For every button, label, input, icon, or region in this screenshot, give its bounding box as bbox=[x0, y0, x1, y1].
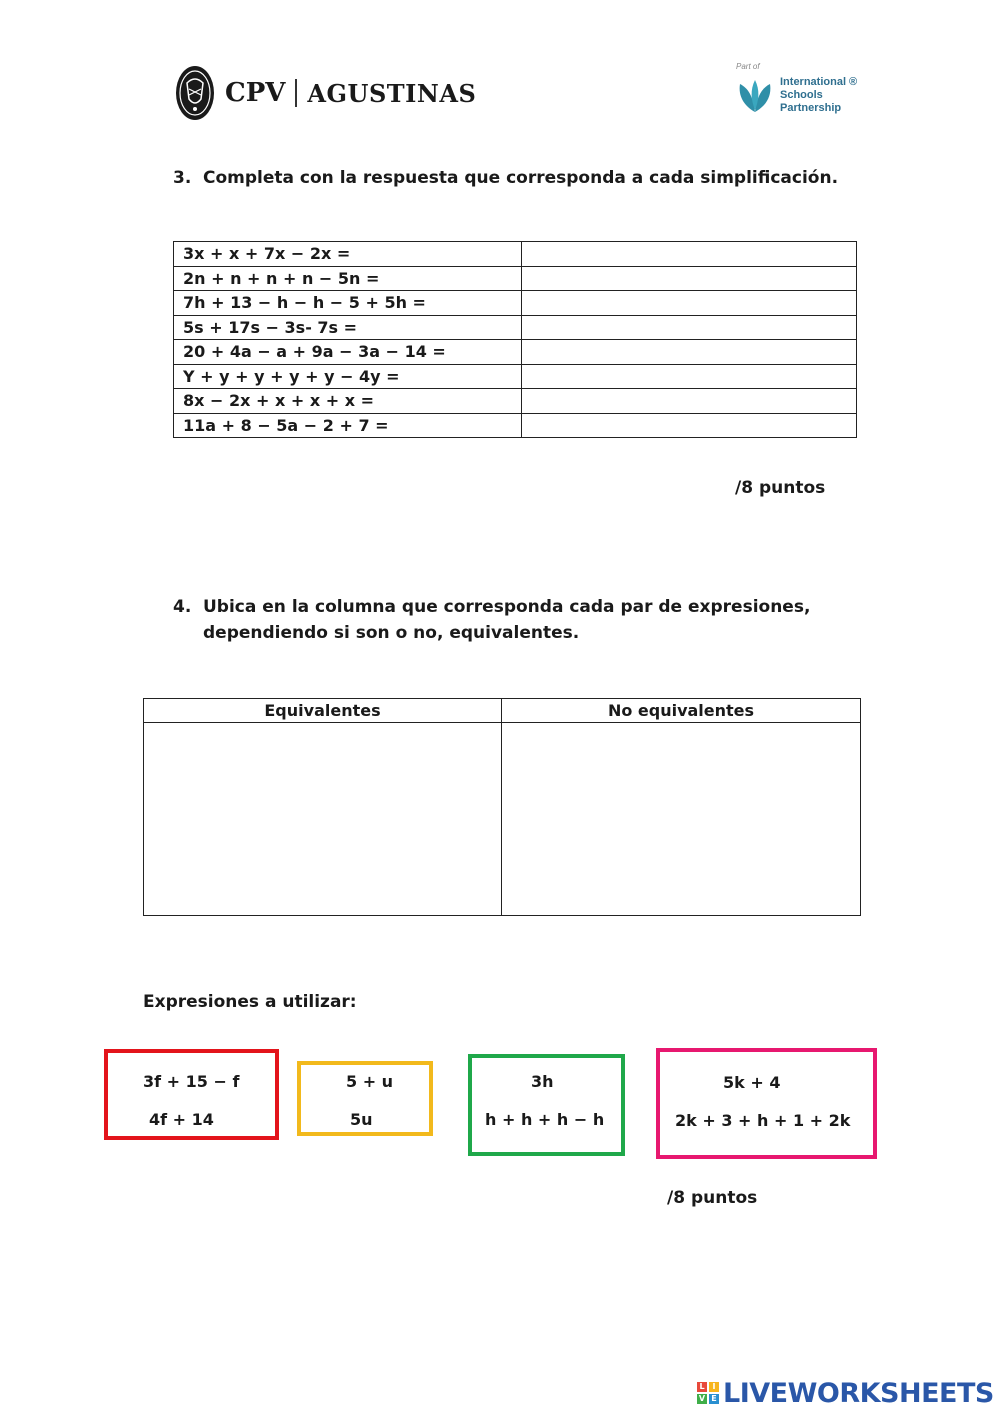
expression-cell: 2n + n + n + n − 5n = bbox=[174, 266, 522, 291]
card-top-expression: 3h bbox=[531, 1072, 554, 1091]
expression-cell: 8x − 2x + x + x + x = bbox=[174, 389, 522, 414]
simplification-table bbox=[173, 241, 857, 438]
partner-logo bbox=[734, 62, 874, 124]
answer-input[interactable] bbox=[522, 340, 857, 365]
card-top-expression: 3f + 15 − f bbox=[143, 1072, 240, 1091]
school-name: AGUSTINAS bbox=[307, 78, 477, 108]
expression-cell: 20 + 4a − a + 9a − 3a − 14 = bbox=[174, 340, 522, 365]
question-4-number: 4. bbox=[173, 597, 192, 617]
table-row bbox=[174, 242, 857, 267]
question-3-number: 3. bbox=[173, 168, 192, 188]
card-bottom-expression: h + h + h − h bbox=[485, 1110, 605, 1129]
question-4-line-2: dependiendo si son o no, equivalentes. bbox=[203, 623, 580, 643]
expression-card-pink[interactable] bbox=[656, 1048, 877, 1159]
expression-cell: Y + y + y + y + y − 4y = bbox=[174, 364, 522, 389]
expression-cell: 7h + 13 − h − h − 5 + 5h = bbox=[174, 291, 522, 316]
liveworksheets-badge-icon bbox=[697, 1382, 719, 1404]
partner-name-line-3: Partnership bbox=[780, 102, 842, 114]
badge-letter: V bbox=[698, 1394, 706, 1403]
answer-input[interactable] bbox=[522, 413, 857, 438]
school-logo bbox=[175, 62, 476, 124]
expression-card-red[interactable] bbox=[104, 1049, 279, 1140]
question-3 bbox=[173, 165, 838, 191]
card-bottom-expression: 4f + 14 bbox=[149, 1110, 214, 1129]
table-row bbox=[174, 291, 857, 316]
partner-name bbox=[780, 76, 857, 115]
column-header-no-equivalentes: No equivalentes bbox=[502, 699, 861, 723]
leaf-icon bbox=[734, 76, 776, 116]
school-short-name: CPV bbox=[225, 78, 286, 108]
expression-cell: 11a + 8 − 5a − 2 + 7 = bbox=[174, 413, 522, 438]
expression-card-yellow[interactable] bbox=[297, 1061, 433, 1136]
column-header-equivalentes: Equivalentes bbox=[144, 699, 502, 723]
liveworksheets-wordmark: LIVEWORKSHEETS bbox=[723, 1377, 994, 1409]
table-row bbox=[174, 266, 857, 291]
equivalence-table bbox=[143, 698, 861, 916]
badge-letter: E bbox=[709, 1394, 719, 1404]
question-3-points: /8 puntos bbox=[735, 478, 826, 498]
table-row bbox=[174, 389, 857, 414]
card-top-expression: 5k + 4 bbox=[723, 1073, 781, 1092]
card-bottom-expression: 5u bbox=[350, 1110, 373, 1129]
logo-separator bbox=[295, 79, 297, 107]
badge-letter: I bbox=[709, 1382, 719, 1392]
partner-name-line-2: Schools bbox=[780, 89, 823, 101]
table-row bbox=[174, 340, 857, 365]
question-4 bbox=[173, 594, 853, 646]
table-row bbox=[174, 315, 857, 340]
expression-cell: 5s + 17s − 3s- 7s = bbox=[174, 315, 522, 340]
expressions-title: Expresiones a utilizar: bbox=[143, 992, 357, 1012]
badge-letter: L bbox=[697, 1382, 707, 1392]
question-4-points: /8 puntos bbox=[667, 1188, 758, 1208]
expression-cell: 3x + x + 7x − 2x = bbox=[174, 242, 522, 267]
answer-input[interactable] bbox=[522, 389, 857, 414]
card-bottom-expression: 2k + 3 + h + 1 + 2k bbox=[675, 1111, 851, 1130]
answer-input[interactable] bbox=[522, 364, 857, 389]
card-top-expression: 5 + u bbox=[346, 1072, 394, 1091]
answer-input[interactable] bbox=[522, 266, 857, 291]
table-row bbox=[174, 364, 857, 389]
equivalentes-drop-zone[interactable] bbox=[144, 723, 502, 916]
expression-card-green[interactable] bbox=[468, 1054, 625, 1156]
question-4-line-1: Ubica en la columna que corresponda cada par de expresiones, bbox=[203, 597, 811, 617]
no-equivalentes-drop-zone[interactable] bbox=[502, 723, 861, 916]
partner-name-line-1: International ® bbox=[780, 76, 858, 88]
crest-icon bbox=[175, 65, 215, 121]
liveworksheets-logo bbox=[697, 1375, 994, 1411]
answer-input[interactable] bbox=[522, 315, 857, 340]
answer-input[interactable] bbox=[522, 291, 857, 316]
question-3-text: Completa con la respuesta que corresponda a cada simplificación. bbox=[203, 168, 839, 188]
answer-input[interactable] bbox=[522, 242, 857, 267]
table-row bbox=[174, 413, 857, 438]
partner-prefix: Part of bbox=[736, 62, 760, 71]
